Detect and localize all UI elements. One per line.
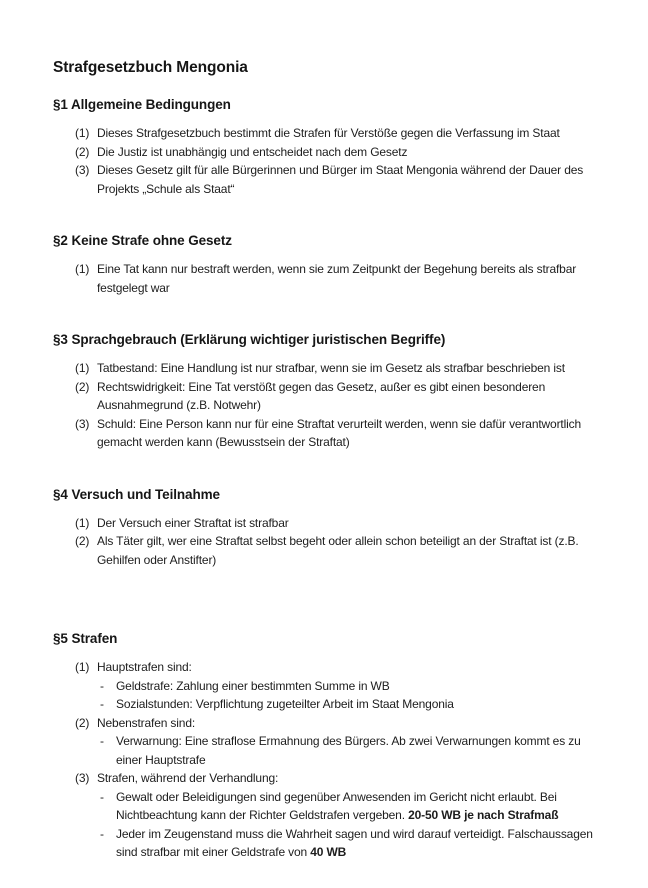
section-heading: §2 Keine Strafe ohne Gesetz — [53, 233, 232, 248]
item-list — [75, 514, 608, 570]
section-heading: §5 Strafen — [53, 631, 118, 646]
item-number: (3) — [75, 416, 90, 431]
item-text: Nebenstrafen sind: — [97, 715, 196, 730]
subitem-text: Verwarnung: Eine straflose Ermahnung des Bürgers. Ab zwei Verwarnungen kommt es zu einer Hauptstrafe — [116, 734, 581, 767]
section-heading: §1 Allgemeine Bedingungen — [53, 97, 231, 112]
item-number: (3) — [75, 163, 90, 177]
subitem-text: Geldstrafe: Zahlung einer bestimmten Summe in WB — [116, 678, 390, 693]
item-number: (2) — [75, 144, 90, 159]
section-heading: §3 Sprachgebrauch (Erklärung wichtiger juristischen Begriffe) — [53, 332, 446, 347]
section-1 — [53, 95, 608, 198]
item-number: (1) — [75, 126, 90, 140]
section-3 — [53, 330, 608, 452]
item-number: (2) — [75, 379, 90, 394]
dash-bullet: - — [100, 678, 104, 693]
list-item — [75, 658, 608, 677]
subitem-bold-text: 40 WB — [310, 845, 347, 859]
subitem-text-run: Gewalt oder Beleidigungen sind gegenüber Anwesenden im Gericht nicht erlaubt. Bei Nichtbeachtung kann der Richter Geldstrafen vergeben. — [116, 789, 557, 822]
dash-bullet: - — [100, 826, 104, 841]
item-number: (1) — [75, 262, 90, 276]
list-item — [75, 532, 608, 569]
list-item — [75, 378, 608, 415]
dash-bullet: - — [100, 697, 104, 711]
item-text: Tatbestand: Eine Handlung ist nur strafbar, wenn sie im Gesetz als strafbar beschrieben ist — [97, 361, 565, 375]
sub-list-item — [97, 695, 608, 714]
sub-list-item — [97, 677, 608, 696]
item-text: Als Täter gilt, wer eine Straftat selbst begeht oder allein schon beteiligt an der Straftat ist (z.B. Gehilfen oder Anstifter) — [97, 534, 579, 567]
item-text: Hauptstrafen sind: — [97, 660, 192, 674]
section-5 — [53, 629, 608, 862]
item-text: Schuld: Eine Person kann nur für eine Straftat verurteilt werden, wenn sie dafür verantwortlich gemacht werden kann (Bewusstsein der Straftat) — [97, 416, 582, 449]
list-item — [75, 769, 608, 788]
item-text: Die Justiz ist unabhängig und entscheidet nach dem Gesetz — [97, 144, 408, 159]
item-list — [75, 359, 608, 452]
list-item — [75, 359, 608, 378]
list-item — [75, 714, 608, 733]
dash-bullet: - — [100, 734, 104, 748]
item-text: Rechtswidrigkeit: Eine Tat verstößt gegen das Gesetz, außer es gibt einen besonderen Ausnahmegrund (z.B. Notwehr) — [97, 379, 546, 412]
item-number: (1) — [75, 660, 90, 674]
item-number: (2) — [75, 534, 90, 548]
subitem-text — [116, 788, 608, 825]
item-list — [75, 658, 608, 862]
list-item — [75, 415, 608, 452]
sub-list-item — [97, 788, 608, 825]
item-text: Eine Tat kann nur bestraft werden, wenn sie zum Zeitpunkt der Begehung bereits als strafbar festgelegt war — [97, 262, 577, 295]
item-text: Der Versuch einer Straftat ist strafbar — [97, 515, 289, 530]
subitem-text-run: Jeder im Zeugenstand muss die Wahrheit sagen und wird darauf verteidigt. Falschaussagen sind strafbar mit einer Geldstrafe von — [116, 826, 593, 859]
subitem-text — [116, 825, 608, 862]
subitem-bold-text: 20-50 WB je nach Strafmaß — [408, 808, 559, 822]
item-number: (3) — [75, 771, 90, 785]
item-list — [75, 124, 608, 198]
sub-list-item — [97, 732, 608, 769]
item-text: Dieses Strafgesetzbuch bestimmt die Strafen für Verstöße gegen die Verfassung im Staat — [97, 126, 560, 140]
sub-list — [75, 732, 608, 769]
sub-list — [75, 677, 608, 714]
section-heading: §4 Versuch und Teilnahme — [53, 486, 220, 502]
item-number: (1) — [75, 361, 90, 375]
item-number: (1) — [75, 515, 90, 530]
list-item — [75, 161, 608, 198]
dash-bullet: - — [100, 789, 104, 804]
document-title: Strafgesetzbuch Mengonia — [53, 59, 248, 76]
list-item — [75, 143, 608, 162]
item-text: Strafen, während der Verhandlung: — [97, 771, 279, 785]
item-list — [75, 260, 608, 297]
sub-list-item — [97, 825, 608, 862]
item-number: (2) — [75, 715, 90, 730]
list-item — [75, 260, 608, 297]
section-4 — [53, 485, 608, 570]
list-item — [75, 514, 608, 533]
sub-list — [75, 788, 608, 862]
section-2 — [53, 231, 608, 297]
item-text: Dieses Gesetz gilt für alle Bürgerinnen und Bürger im Staat Mengonia während der Dauer des Projekts „Schule als Staat“ — [97, 163, 584, 196]
list-item — [75, 124, 608, 143]
subitem-text: Sozialstunden: Verpflichtung zugeteilter Arbeit im Staat Mengonia — [116, 697, 454, 711]
